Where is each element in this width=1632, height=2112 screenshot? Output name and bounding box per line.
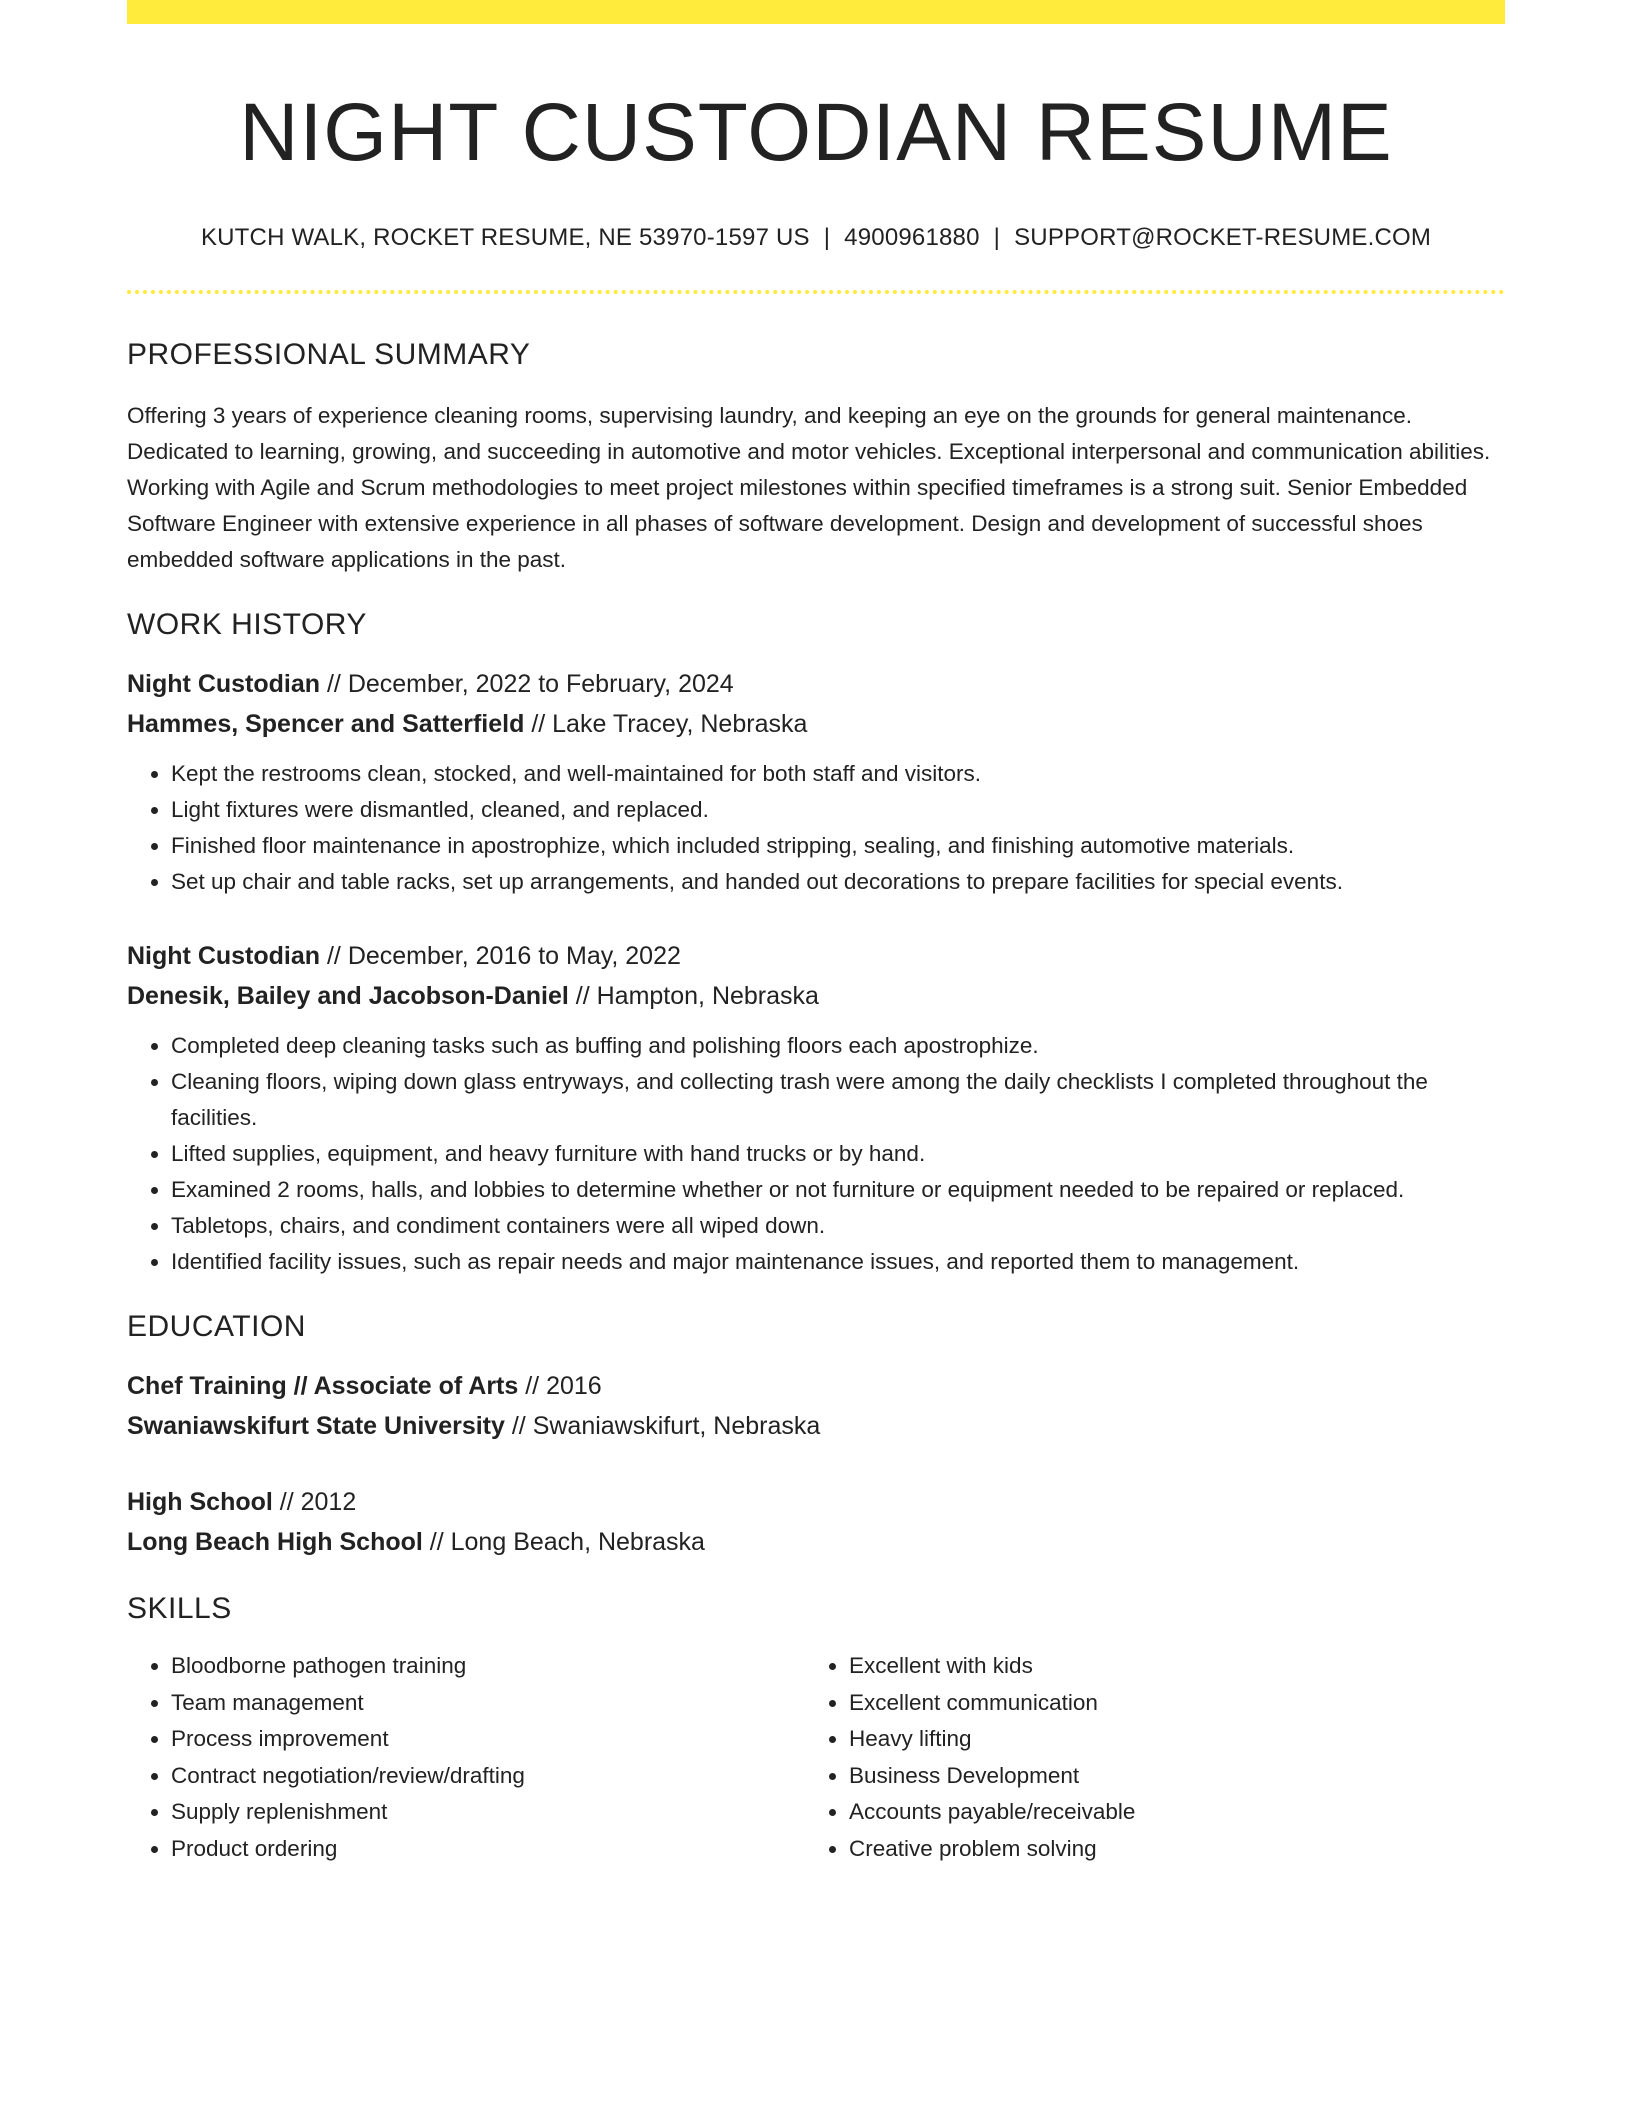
education-school: Long Beach High School (127, 1528, 423, 1557)
section-title-skills: SKILLS (127, 1592, 232, 1626)
list-item: • Excellent communication (849, 1685, 1479, 1722)
job-entry (127, 936, 1505, 1280)
education-location: // Swaniawskifurt, Nebraska (504, 1412, 821, 1441)
list-item: • Cleaning floors, wiping down glass entryways, and collecting trash were among the daily checklists I completed throughout the facilities. (171, 1064, 1505, 1136)
job-dates: // December, 2022 to February, 2024 (320, 670, 734, 699)
job-company-line (127, 704, 1505, 744)
list-item: • Finished floor maintenance in apostrophize, which included stripping, sealing, and finishing automotive materials. (171, 828, 1505, 864)
list-item: • Bloodborne pathogen training (171, 1648, 801, 1685)
list-item: • Contract negotiation/review/drafting (171, 1758, 801, 1795)
summary-text: Offering 3 years of experience cleaning rooms, supervising laundry, and keeping an eye on the grounds for general maintenance. Dedicated to learning, growing, and succeeding in automotive and motor vehicles. Exceptional interpersonal and communication abilities. Working with Agile and Scrum methodologies to meet project milestones within specified timeframes is a strong suit. Senior Embedded Software Engineer with extensive experience in all phases of software development. Design and development of successful shoes embedded software applications in the past. (127, 403, 1491, 573)
education-entry (127, 1366, 1505, 1446)
skills-columns (127, 1648, 1505, 1867)
education-entry (127, 1482, 1505, 1562)
accent-top-bar (127, 0, 1505, 24)
contact-line (127, 224, 1505, 252)
education-school: Swaniawskifurt State University (127, 1412, 505, 1441)
list-item: • Lifted supplies, equipment, and heavy furniture with hand trucks or by hand. (171, 1136, 1505, 1172)
list-item: • Examined 2 rooms, halls, and lobbies to determine whether or not furniture or equipment needed to be repaired or replaced. (171, 1172, 1505, 1208)
list-item: • Heavy lifting (849, 1721, 1479, 1758)
list-item: • Excellent with kids (849, 1648, 1479, 1685)
dotted-divider (127, 290, 1505, 294)
section-title-work-history: WORK HISTORY (127, 608, 367, 642)
job-entry (127, 664, 1505, 900)
list-item: • Identified facility issues, such as repair needs and major maintenance issues, and reported them to management. (171, 1244, 1505, 1280)
job-role: Night Custodian (127, 670, 321, 699)
contact-email: SUPPORT@ROCKET-RESUME.COM (1014, 224, 1432, 252)
list-item: • Supply replenishment (171, 1794, 801, 1831)
section-title-education: EDUCATION (127, 1310, 306, 1344)
education-location: // Long Beach, Nebraska (422, 1528, 705, 1557)
education-school-line (127, 1522, 1505, 1562)
list-item: • Product ordering (171, 1831, 801, 1868)
skills-list-left (127, 1648, 801, 1867)
job-company-line (127, 976, 1505, 1016)
resume-title: NIGHT CUSTODIAN RESUME (239, 87, 1393, 178)
job-location: // Lake Tracey, Nebraska (524, 710, 808, 739)
section-title-summary: PROFESSIONAL SUMMARY (127, 338, 531, 372)
list-item: • Accounts payable/receivable (849, 1794, 1479, 1831)
education-degree-line (127, 1366, 1505, 1406)
list-item: • Business Development (849, 1758, 1479, 1795)
list-item: • Set up chair and table racks, set up arrangements, and handed out decorations to prepare facilities for special events. (171, 864, 1505, 900)
job-title-line (127, 936, 1505, 976)
contact-separator: | (823, 224, 831, 252)
job-bullets (127, 756, 1505, 900)
education-degree: High School (127, 1488, 273, 1517)
list-item: • Creative problem solving (849, 1831, 1479, 1868)
education-degree-line (127, 1482, 1505, 1522)
list-item: • Light fixtures were dismantled, cleaned, and replaced. (171, 792, 1505, 828)
education-year: // 2012 (272, 1488, 357, 1517)
job-company: Denesik, Bailey and Jacobson-Daniel (127, 982, 569, 1011)
education-degree: Chef Training // Associate of Arts (127, 1372, 519, 1401)
resume-page (127, 0, 1505, 1867)
list-item: • Tabletops, chairs, and condiment containers were all wiped down. (171, 1208, 1505, 1244)
job-company: Hammes, Spencer and Satterfield (127, 710, 525, 739)
contact-separator: | (993, 224, 1001, 252)
skills-list-right (801, 1648, 1479, 1867)
education-school-line (127, 1406, 1505, 1446)
job-bullets (127, 1028, 1505, 1280)
list-item: • Team management (171, 1685, 801, 1722)
list-item: • Process improvement (171, 1721, 801, 1758)
list-item: • Kept the restrooms clean, stocked, and well-maintained for both staff and visitors. (171, 756, 1505, 792)
job-dates: // December, 2016 to May, 2022 (320, 942, 681, 971)
contact-address: KUTCH WALK, ROCKET RESUME, NE 53970-1597 US (200, 224, 810, 252)
job-title-line (127, 664, 1505, 704)
education-year: // 2016 (518, 1372, 602, 1401)
contact-phone: 4900961880 (844, 224, 980, 252)
list-item: • Completed deep cleaning tasks such as buffing and polishing floors each apostrophize. (171, 1028, 1505, 1064)
job-location: // Hampton, Nebraska (568, 982, 819, 1011)
job-role: Night Custodian (127, 942, 321, 971)
